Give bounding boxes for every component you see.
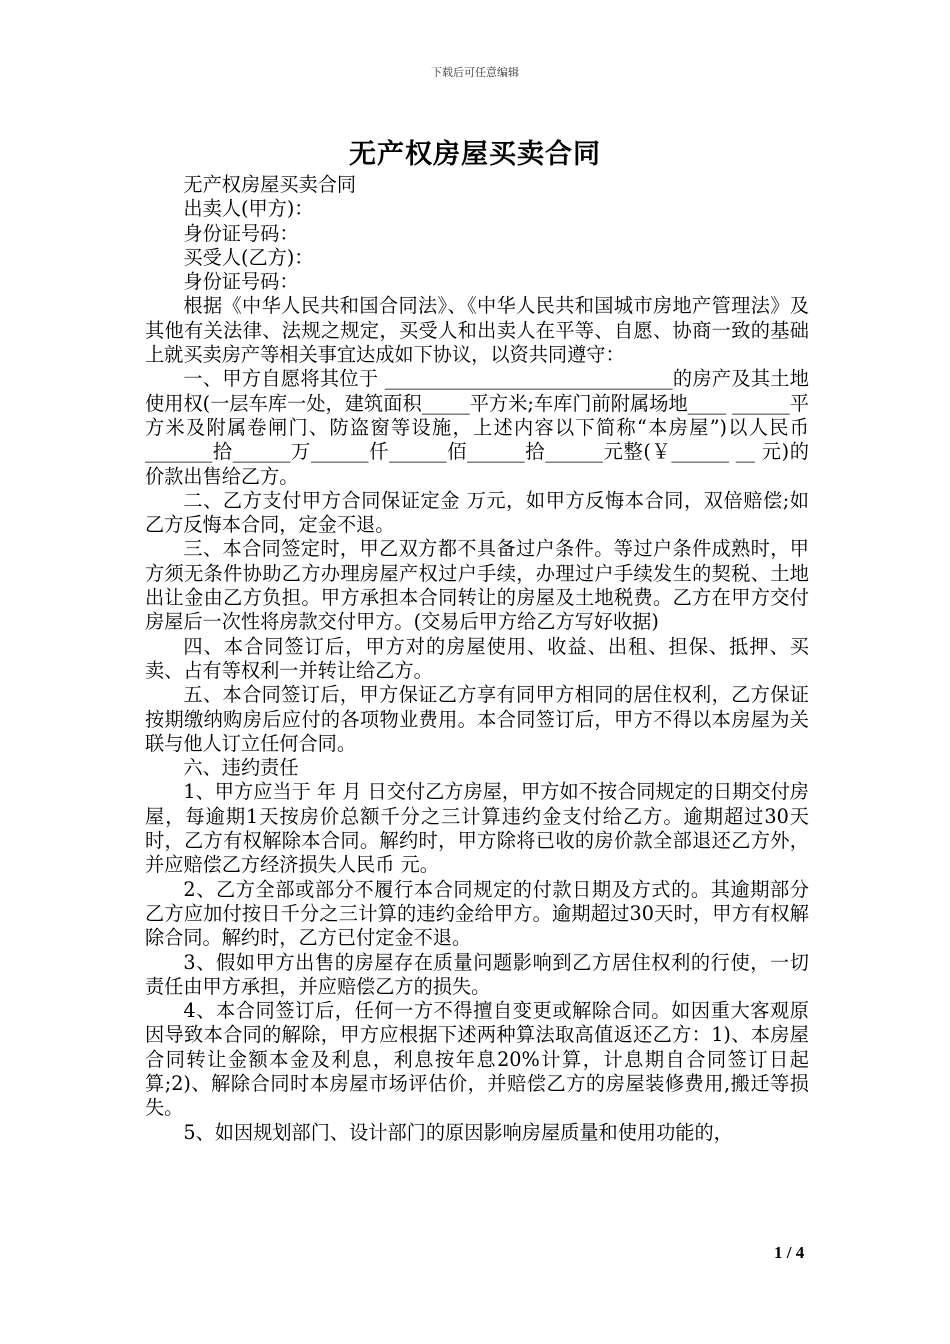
paragraph-preamble: 根据《中华人民共和国合同法》、《中华人民共和国城市房地产管理法》及其他有关法律、法规之规定，买受人和出卖人在平等、自愿、协商一致的基础上就买卖房产等相关事宜达成如下协议，以资共同遵守： (145, 294, 809, 367)
paragraph-clause-4: 四、本合同签订后，甲方对的房屋使用、收益、出租、担保、抵押、买卖、占有等权利一并转让给乙方。 (145, 634, 809, 682)
paragraph-breach-3: 3、假如甲方出售的房屋存在质量问题影响到乙方居住权利的行使，一切责任由甲方承担，并应赔偿乙方的损失。 (145, 950, 809, 998)
paragraph-clause-3: 三、本合同签定时，甲乙双方都不具备过户条件。等过户条件成熟时，甲方须无条件协助乙方办理房屋产权过户手续，办理过户手续发生的契税、土地出让金由乙方负担。甲方承担本合同转让的房屋及土地税费。乙方在甲方交付房屋后一次性将房款交付甲方。(交易后甲方给乙方写好收据) (145, 537, 809, 634)
paragraph-buyer-id: 身份证号码： (183, 270, 299, 294)
page-header-note: 下载后可任意编辑 (431, 66, 519, 79)
paragraph-clause-2: 二、乙方支付甲方合同保证定金 万元，如甲方反悔本合同，双倍赔偿;如乙方反悔本合同，定金不退。 (145, 488, 809, 537)
paragraph-buyer: 买受人(乙方)： (183, 245, 314, 269)
paragraph-breach-5: 5、如因规划部门、设计部门的原因影响房屋质量和使用功能的， (183, 1120, 733, 1144)
paragraph-clause-5: 五、本合同签订后，甲方保证乙方享有同甲方相同的居住权利，乙方保证按期缴纳购房后应付的各项物业费用。本合同签订后，甲方不得以本房屋为关联与他人订立任何合同。 (145, 683, 809, 755)
paragraph-seller-id: 身份证号码： (183, 221, 299, 245)
paragraph-breach-2: 2、乙方全部或部分不履行本合同规定的付款日期及方式的。其逾期部分乙方应加付按日千分之三计算的违约金给甲方。逾期超过30天时，甲方有权解除合同。解约时，乙方已付定金不退。 (145, 877, 809, 950)
paragraph-seller: 出卖人(甲方)： (183, 197, 314, 221)
contract-body (145, 173, 809, 1145)
paragraph-breach-4: 4、本合同签订后，任何一方不得擅自变更或解除合同。如因重大客观原因导致本合同的解除，甲方应根据下述两种算法取高值返还乙方：1)、本房屋合同转让金额本金及利息，利息按年息20%计算，计息期自合同签订日起算;2)、解除合同时本房屋市场评估价，并赔偿乙方的房屋装修费用,搬迁等损失。 (145, 999, 809, 1120)
document-title: 无产权房屋买卖合同 (349, 139, 601, 170)
paragraph-clause-6-heading: 六、违约责任 (183, 756, 299, 780)
paragraph-subtitle: 无产权房屋买卖合同 (183, 173, 357, 196)
page-number: 1 / 4 (774, 1243, 805, 1262)
paragraph-breach-1: 1、甲方应当于 年 月 日交付乙方房屋，甲方如不按合同规定的日期交付房屋，每逾期1天按房价总额千分之三计算违约金支付给乙方。逾期超过30天时，乙方有权解除本合同。解约时，甲方除将已收的房价款全部退还乙方外，并应赔偿乙方经济损失人民币 元。 (145, 780, 809, 877)
paragraph-clause-1: 一、甲方自愿将其位于 ______________________________的房产及其土地使用权(一层车库一处，建筑面积_____平方米;车库门前附属场地____ ______平方米及附属卷闸门、防盗窗等设施，上述内容以下简称“本房屋”)以人民币_______拾______万______仟______佰______拾______元整(￥______ __ 元)的价款出售给乙方。 (145, 367, 809, 488)
